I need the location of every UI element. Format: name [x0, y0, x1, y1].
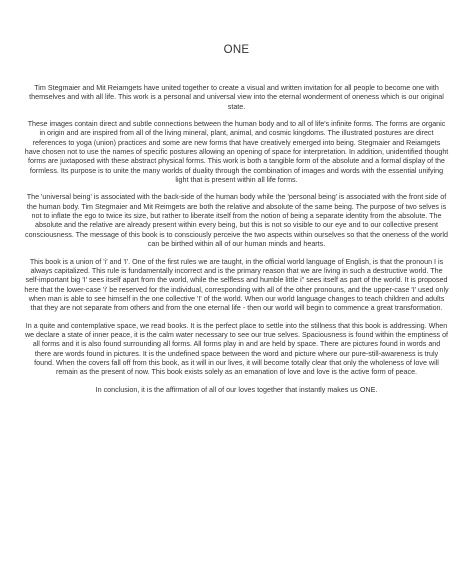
paragraph-images: These images contain direct and subtle connections between the human body and to all of life's infinite forms. The forms are organic in origin and are inspired from all of the living mineral, plant, animal, and cosmic kingdoms. The illustrated postures are direct references to yoga (union) practices and some are new forms that have creatively emerged into being. Stegmaier and Reiamgets have chosen not to use the names of specific postures allowing an opening of space for interpretation. In addition, unidentified thought forms are juxtaposed with these abstract physical forms. This work is both a tangible form of the absolute and a formal display of the formless. Its purpose is to unite the many worlds of duality through the combination of images and words with the essential unifying light that is present within all life forms.: [24, 120, 449, 185]
paragraph-intro: Tim Stegmaier and Mit Reiamgets have united together to create a visual and written invitation for all people to become one with themselves and with all life. This work is a personal and universal view into the eternal wonderment of oneness which is our original state.: [29, 84, 444, 111]
paragraph-union: This book is a union of 'i' and 'I'. One of the first rules we are taught, in the official world language of English, is that the pronoun I is always capitalized. This rule is fundamentally incorrect and is the primary reason that we are living in such a destructive world. The self-important big 'I' sees itself apart from the world, while the selfless and humble little i" sees itself as part of the world. It is proposed here that the lower-case 'i' be reserved for the individual, corresponding with all of the other pronouns, and the upper-case 'I' used only when man is able to see himself in the one collective 'I' of the world. When our world language changes to teach children and adults that they are not separate from others and from the one eternal life - then our world will begin to commence a great transformation.: [24, 257, 449, 313]
paragraph-contemplative-space: In a quite and contemplative space, we read books. It is the perfect place to settle into the stillness that this book is addressing. When we declare a state of inner peace, it is the calm water necessary to see our true selves. Spaciousness is found within the emptiness of all forms and it is also found surrounding all forms. All forms play in and are held by space. There are pictures found in words and there are words found in pictures. It is the undefined space between the word and picture where our pure-still-awareness is truly found. When the covers fall off from this book, as it will in our lives, it will become totally clear that only the wholeness of love will remain as the present of now. This book exists solely as an emanation of love and love is the active form of peace.: [24, 321, 449, 377]
paragraph-conclusion: In conclusion, it is the affirmation of all of our loves together that instantly makes us ONE.: [95, 385, 378, 394]
page-title: ONE: [223, 44, 250, 56]
paragraph-universal-being: The 'universal being' is associated with the back-side of the human body while the 'personal being' is associated with the front side of the human body. Tim Stegmaier and Mit Reimgets are both the relative and absolute of the same being. The purpose of two selves is not to inflate the ego to twice its size, but rather to liberate itself from the notion of being a separate identity from the absolute. The absolute and the relative are already present within every being, but this is not so visible to our eye and to our collective present consciousness. The message of this book is to consciously perceive the two aspects within ourselves so that the oneness of the world can be birthed within all of our human minds and hearts.: [25, 193, 448, 249]
